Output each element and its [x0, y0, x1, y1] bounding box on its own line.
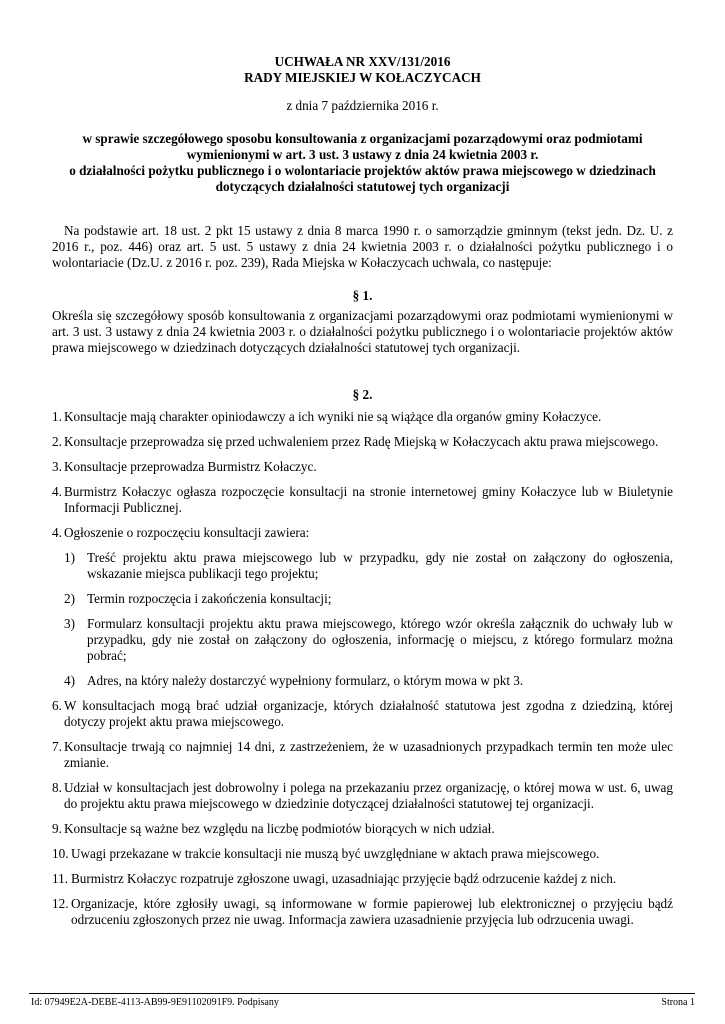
subject-line-4: dotyczących działalności statutowej tych organizacji: [215, 179, 510, 194]
section-1-heading: § 1.: [352, 288, 373, 303]
item-number: 4.: [52, 525, 62, 540]
page-number: Strona 1: [661, 997, 695, 1008]
list-item: [52, 739, 673, 771]
item-number: 4.: [52, 484, 62, 499]
item-number: 10.: [52, 846, 69, 861]
sub-item-text: Termin rozpoczęcia i zakończenia konsultacji;: [87, 591, 332, 606]
sub-item-text: Formularz konsultacji projektu aktu prawa miejscowego, którego wzór określa załącznik do uchwały lub w przypadku, gdy nie został on załączony do ogłoszenia, informację o miejscu, z którego formularz można pobrać;: [87, 616, 673, 663]
section-1-text: Określa się szczegółowy sposób konsultowania z organizacjami pozarządowymi oraz podmiotami wymienionymi w art. 3 ust. 3 ustawy z dnia 24 kwietnia 2003 r. o działalności pożytku publicznego i o wolontariacie projektów aktów prawa miejscowego w dziedzinach dotyczących działalności statutowej tych organizacji.: [52, 308, 673, 355]
list-item: [52, 484, 673, 516]
sub-list-item: [64, 673, 673, 689]
item-number: 2.: [52, 434, 62, 449]
list-item: [52, 698, 673, 730]
item-text: Burmistrz Kołaczyc rozpatruje zgłoszone uwagi, uzasadniając przyjęcie bądź odrzucenie każdej z nich.: [71, 871, 617, 886]
document-id: Id: 07949E2A-DEBE-4113-AB99-9E91102091F9. Podpisany: [31, 997, 279, 1008]
list-item: [52, 896, 673, 928]
item-text: Konsultacje przeprowadza Burmistrz Kołaczyc.: [64, 459, 317, 474]
list-item: [52, 871, 673, 887]
list-item: [52, 846, 673, 862]
resolution-title: [52, 54, 673, 86]
list-item: [52, 459, 673, 475]
sub-item-number: 3): [64, 616, 75, 631]
item-number: 1.: [52, 409, 62, 424]
resolution-subject: [52, 131, 673, 195]
section-2-list: [52, 409, 673, 937]
sub-list-item: [64, 616, 673, 664]
list-item: [52, 821, 673, 837]
list-item: [52, 434, 673, 450]
item-text: Organizacje, które zgłosiły uwagi, są informowane w formie papierowej lub elektronicznej o przyjęciu bądź odrzuceniu zgłoszonych przez nie uwag. Informacja zawiera uzasadnienie przyjęcia lub odrzucenia uwagi.: [71, 896, 673, 927]
section-2-heading: § 2.: [352, 387, 373, 402]
item-text: Konsultacje trwają co najmniej 14 dni, z zastrzeżeniem, że w uzasadnionych przypadkach termin ten może ulec zmianie.: [64, 739, 673, 770]
legal-basis-paragraph: Na podstawie art. 18 ust. 2 pkt 15 ustawy z dnia 8 marca 1990 r. o samorządzie gminnym (tekst jedn. Dz. U. z 2016 r., poz. 446) oraz art. 5 ust. 5 ustawy z dnia 24 kwietnia 2003 r. o działalności pożytku publicznego i o wolontariacie (Dz.U. z 2016 r. poz. 239), Rada Miejska w Kołaczycach uchwala, co następuje:: [52, 223, 673, 270]
list-item: [52, 525, 673, 541]
title-line-2: RADY MIEJSKIEJ W KOŁACZYCACH: [244, 70, 481, 85]
title-line-1: UCHWAŁA NR XXV/131/2016: [274, 54, 451, 69]
item-text: Uwagi przekazane w trakcie konsultacji nie muszą być uwzględniane w aktach prawa miejscowego.: [71, 846, 600, 861]
subject-line-2: wymienionymi w art. 3 ust. 3 ustawy z dnia 24 kwietnia 2003 r.: [186, 147, 539, 162]
item-text: Ogłoszenie o rozpoczęciu konsultacji zawiera:: [64, 525, 310, 540]
list-item: [52, 409, 673, 425]
item-number: 7.: [52, 739, 62, 754]
sub-item-number: 4): [64, 673, 75, 688]
item-text: Burmistrz Kołaczyc ogłasza rozpoczęcie konsultacji na stronie internetowej gminy Kołaczyce lub w Biuletynie Informacji Publicznej.: [64, 484, 673, 515]
item-text: Konsultacje przeprowadza się przed uchwaleniem przez Radę Miejską w Kołaczycach aktu prawa miejscowego.: [64, 434, 659, 449]
subject-line-3: o działalności pożytku publicznego i o wolontariacie projektów aktów prawa miejscowego w dziedzinach: [69, 163, 656, 178]
item-number: 9.: [52, 821, 62, 836]
resolution-date: z dnia 7 października 2016 r.: [286, 98, 439, 113]
sub-list-item: [64, 550, 673, 582]
item-number: 11.: [52, 871, 68, 886]
item-number: 8.: [52, 780, 62, 795]
sub-item-number: 2): [64, 591, 75, 606]
item-number: 3.: [52, 459, 62, 474]
item-number: 12.: [52, 896, 69, 911]
sub-item-text: Adres, na który należy dostarczyć wypełniony formularz, o którym mowa w pkt 3.: [87, 673, 524, 688]
item-text: Konsultacje mają charakter opiniodawczy a ich wyniki nie są wiążące dla organów gminy Kołaczyce.: [64, 409, 602, 424]
subject-line-1: w sprawie szczegółowego sposobu konsultowania z organizacjami pozarządowymi oraz podmiotami: [82, 131, 643, 146]
item-number: 6.: [52, 698, 62, 713]
sub-item-text: Treść projektu aktu prawa miejscowego lub w przypadku, gdy nie został on załączony do ogłoszenia, wskazanie miejsca publikacji tego projektu;: [87, 550, 673, 581]
item-text: W konsultacjach mogą brać udział organizacje, których działalność statutowa jest zgodna z dziedziną, której dotyczy projekt aktu prawa miejscowego.: [64, 698, 673, 729]
list-item: [52, 780, 673, 812]
sub-list-item: [64, 591, 673, 607]
sub-item-number: 1): [64, 550, 75, 565]
item-text: Konsultacje są ważne bez względu na liczbę podmiotów biorących w nich udział.: [64, 821, 495, 836]
footer-divider: [29, 993, 695, 994]
item-text: Udział w konsultacjach jest dobrowolny i polega na przekazaniu przez organizację, o której mowa w ust. 6, uwag do projektu aktu prawa miejscowego w dziedzinie dotyczącej działalności statutowej tej organizacji.: [64, 780, 673, 811]
